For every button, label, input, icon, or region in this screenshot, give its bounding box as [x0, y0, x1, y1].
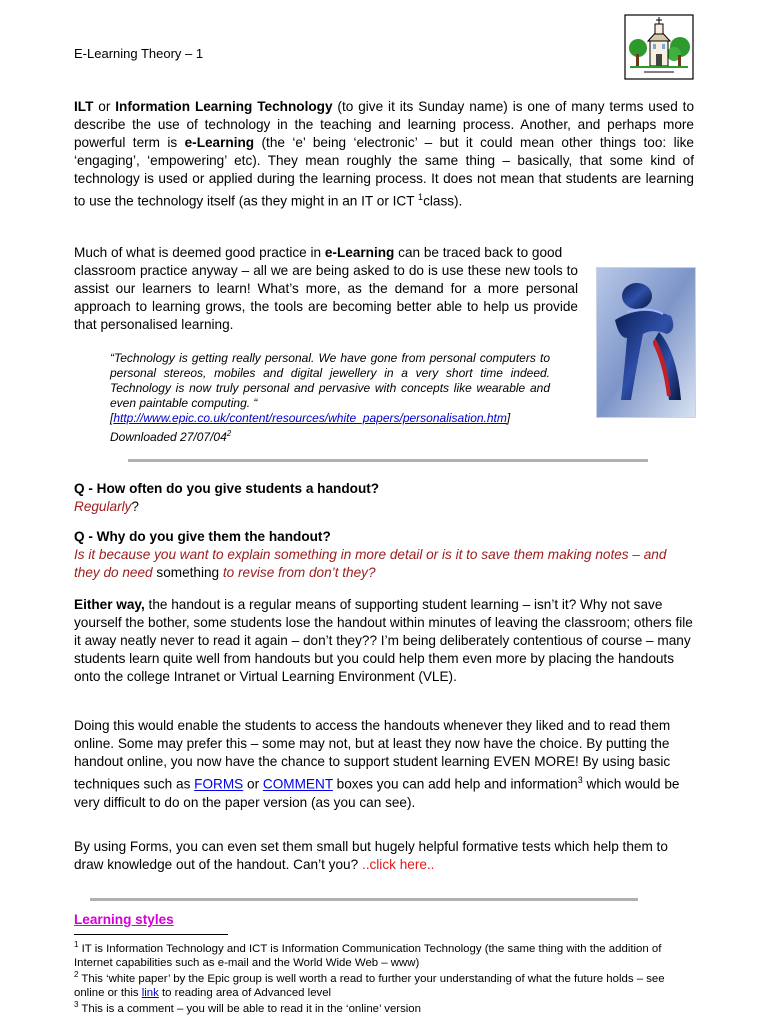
footnote-separator — [74, 934, 228, 935]
epic-quote: “Technology is getting really personal. We have gone from personal computers to personal stereos, mobiles and digital jewellery in a very short time indeed. Technology is now truly personal and pervasive with concepts like wearable and even paintable computing. “ [http://www.epic.co.uk/content/resources/white_papers/personalisation.htm] Downloaded $27/07/04^2$ — [110, 351, 550, 444]
click-here-link[interactable]: ..click here.. — [361, 857, 435, 872]
forms-link[interactable]: FORMS — [194, 776, 244, 792]
learning-styles-link[interactable]: Learning styles — [74, 912, 174, 927]
church-trees-icon — [624, 14, 694, 80]
answer-text: Regularly — [74, 499, 132, 514]
answer-text: Is it because you want to explain something in more detail or is it to save them making notes – and they do need something to revise from don’t they? — [74, 547, 667, 580]
question-block-1: Q - How often do you give students a handout? Regularly? — [74, 480, 694, 516]
comment-link[interactable]: COMMENT — [262, 776, 333, 792]
footnote-1: $^1$ IT is Information Technology and ICT is Information Communication Technology (the same thing with the addition of Internet capabilities such as e-mail and the World Wide Web – www) — [74, 940, 662, 969]
section-divider — [90, 898, 638, 901]
abstract-figure-image — [596, 267, 696, 418]
online-handout-paragraph: Doing this would enable the students to access the handouts whenever they liked and to read them online. Some may prefer this – some may not, but at least they now have the choice. By putting the handout online, you now have the chance to support student learning EVEN MORE! By using basic techniques such as FORMS or COMMENT boxes you can add help and information$^3$ which would be very difficult to do on the paper version (as you can see). — [74, 718, 680, 810]
question-block-2 — [74, 528, 694, 582]
question-text: Q - How often do you give students a handout? — [74, 481, 380, 496]
handout-paragraph: Either way, the handout is a regular means of supporting student learning – isn’t it? Why not save yourself the bother, some students lose the handout within minutes of leaving the classroom; others file it away neatly never to read it again – don’t they?? I’m being deliberately contentious of course – many students learn quite well from handouts but you could help them even more by placing the handouts onto the college Intranet or Virtual Learning Environment (VLE). — [74, 597, 693, 684]
footnote-3: $^3$ This is a comment – you will be able to read it in the ‘online’ version — [74, 1000, 421, 1015]
document-header-title: E-Learning Theory – 1 — [74, 46, 204, 61]
section-divider — [128, 459, 648, 462]
intro-paragraph: ILT or Information Learning Technology (to give it its Sunday name) is one of many terms used to describe the use of technology in the teaching and learning process. Another, and perhaps more powerful term is e-Learning (the ‘e’ being ‘electronic’ – but it could mean other things too: like ‘engaging’, ‘empowering’ etc). They mean roughly the same thing – basically, that some kind of technology is used or applied during the learning process. It does not mean that students are learning to use the technology itself (as they might in an IT or ICT $^1$class). — [74, 99, 695, 209]
question-text: Q - Why do you give them the handout? — [74, 529, 331, 544]
epic-whitepaper-link[interactable]: http://www.epic.co.uk/content/resources/white_papers/personalisation.htm — [113, 411, 507, 425]
footnote-2: $^2$ This ‘white paper’ by the Epic group is well worth a read to further your understanding of what the future holds – see online or this link to reading area of Advanced level — [74, 970, 665, 999]
reading-area-link[interactable]: link — [141, 986, 159, 999]
forms-paragraph: By using Forms, you can even set them small but hugely helpful formative tests which help them to draw knowledge out of the handout. Can’t you? ..click here.. — [74, 839, 668, 872]
good-practice-paragraph: Much of what is deemed good practice in e-Learning can be traced back to good classroom practice anyway – all we are being asked to do is use these new tools to assist our learners to learn! What’s more, as the demand for a more personal approach to learning grows, the tools are becoming better able to help us provide that personalised learning. — [74, 245, 578, 332]
